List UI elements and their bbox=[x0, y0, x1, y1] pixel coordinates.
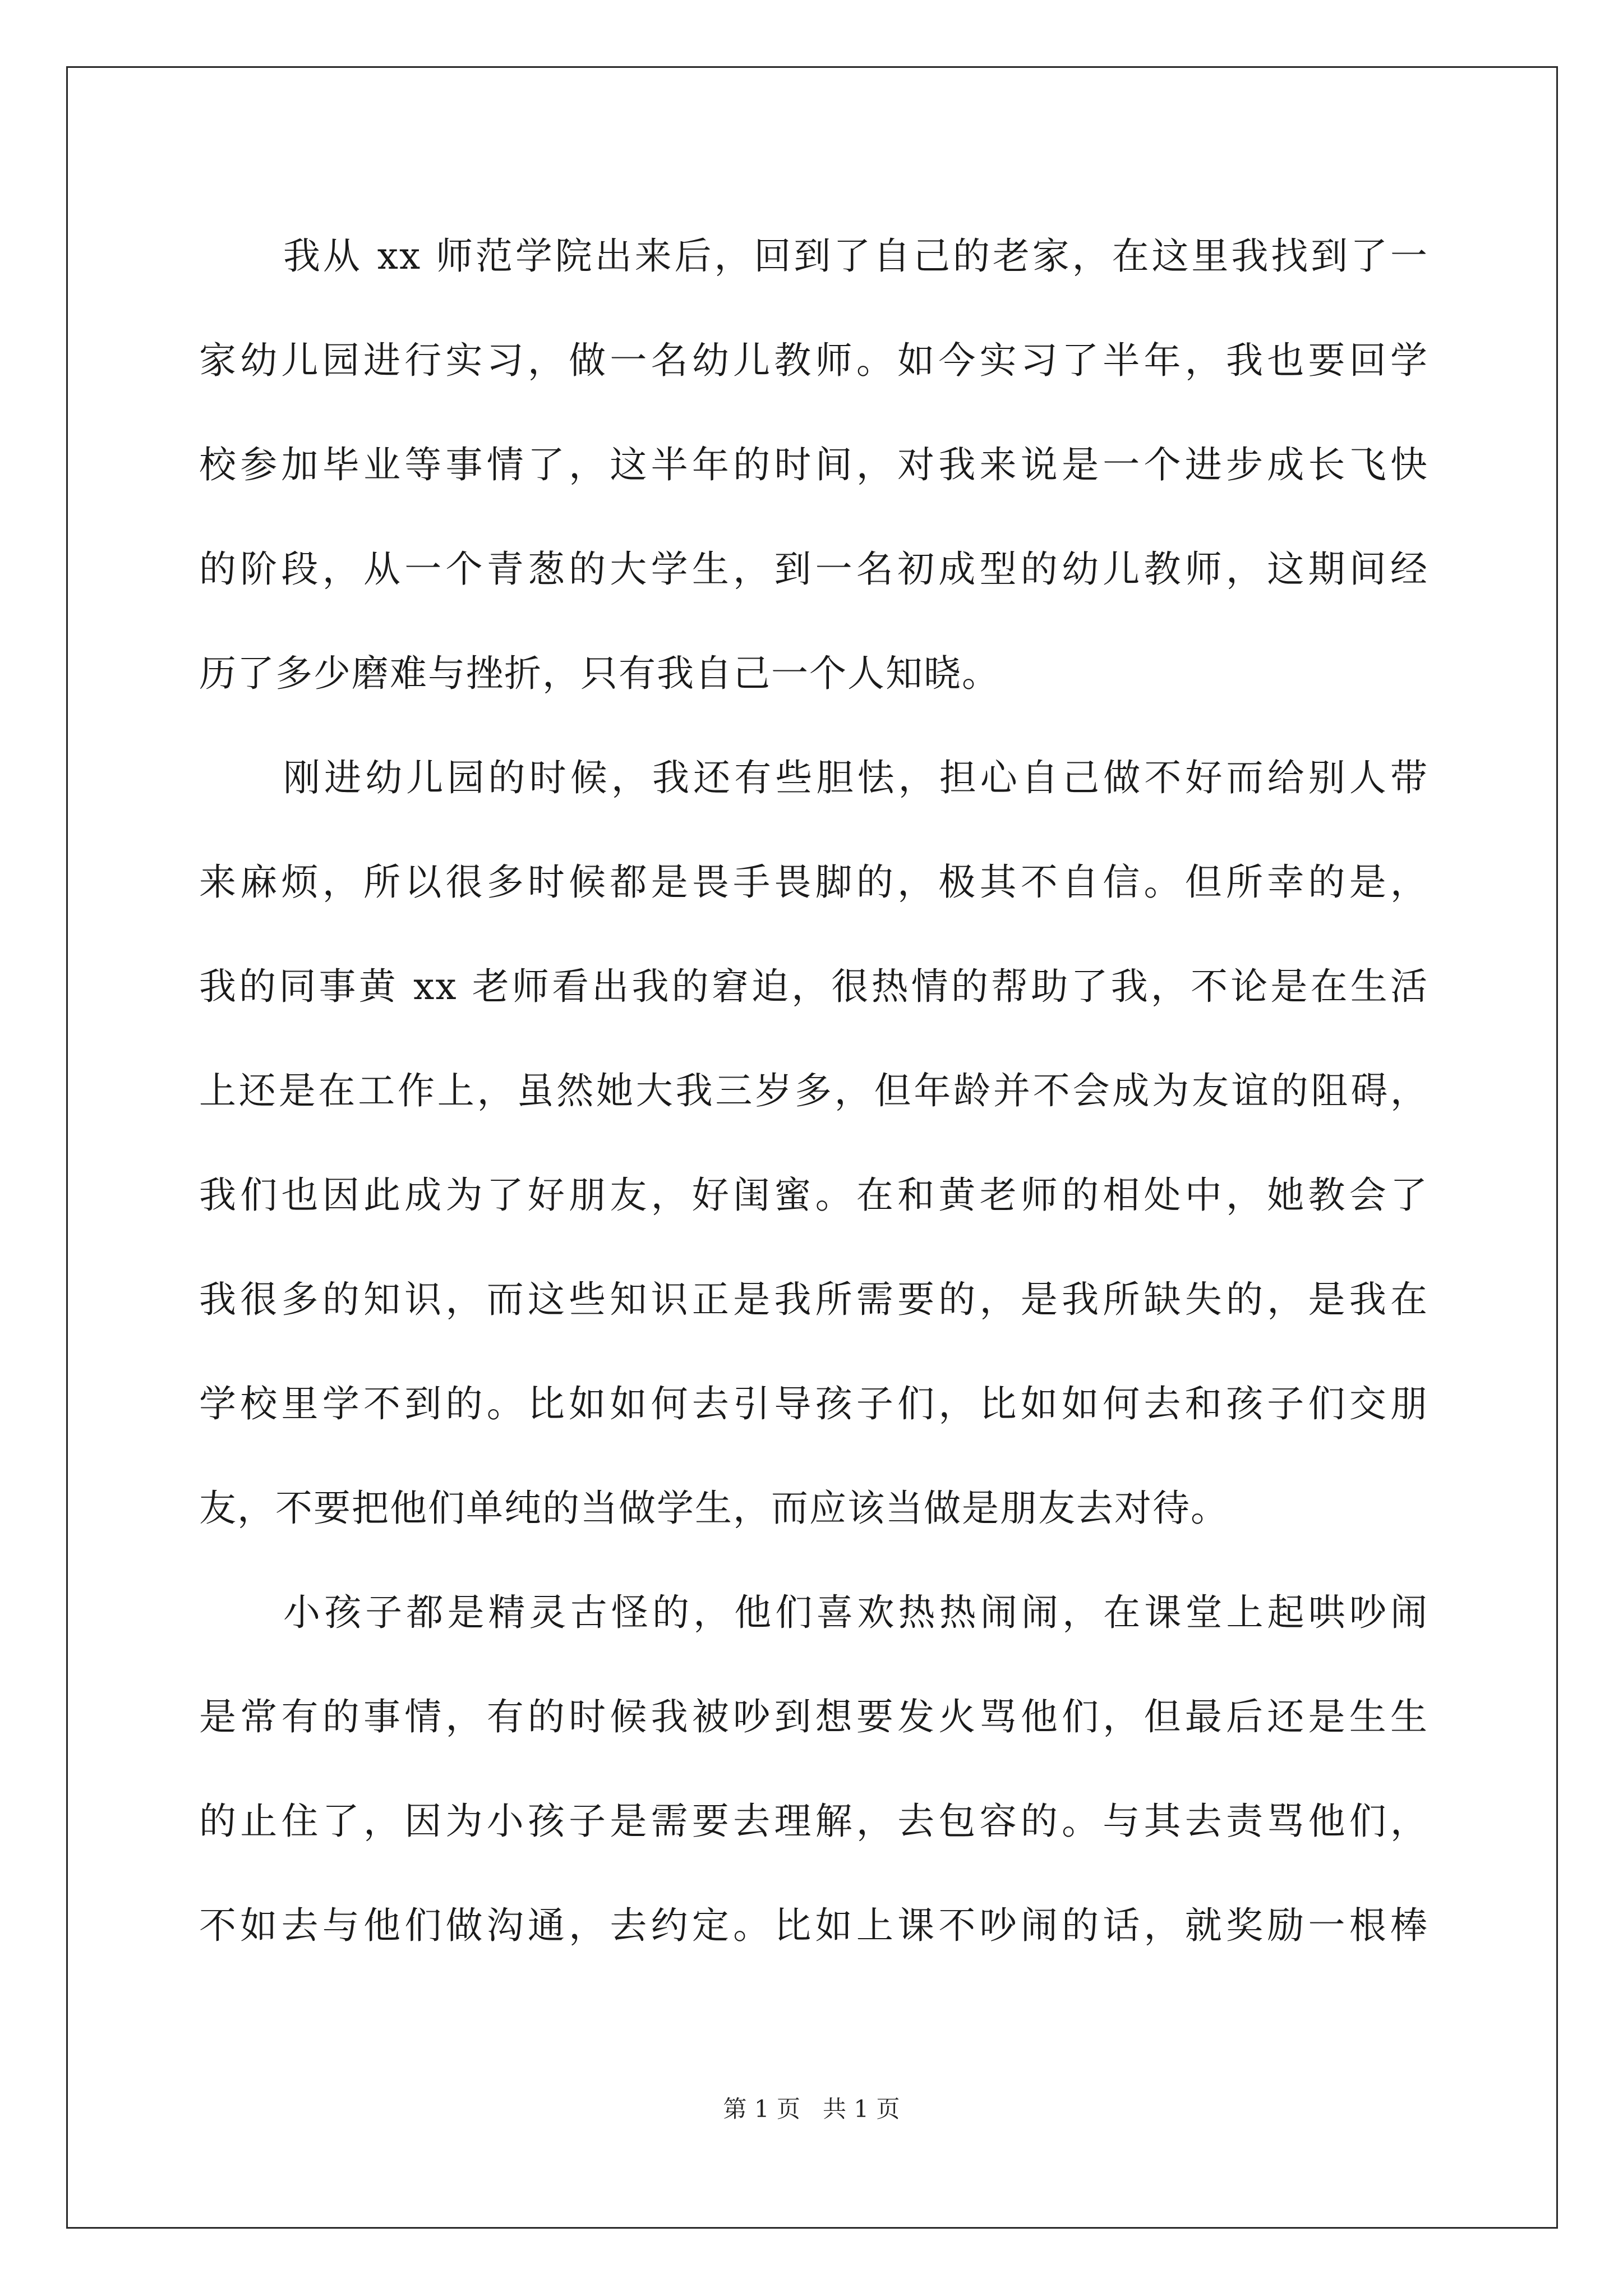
text-line: 我们也因此成为了好朋友，好闺蜜。在和黄老师的相处中，她教会了 bbox=[199, 1174, 1428, 1217]
text-line: 刚进幼儿园的时候，我还有些胆怯，担心自己做不好而给别人带 bbox=[283, 756, 1428, 799]
text-line: 来麻烦，所以很多时候都是畏手畏脚的，极其不自信。但所幸的是， bbox=[199, 861, 1428, 904]
text-line: 的阶段，从一个青葱的大学生，到一名初成型的幼儿教师，这期间经 bbox=[199, 547, 1428, 591]
text-line: 校参加毕业等事情了，这半年的时间，对我来说是一个进步成长飞快 bbox=[199, 443, 1428, 486]
text-line: 上还是在工作上，虽然她大我三岁多，但年龄并不会成为友谊的阻碍， bbox=[199, 1069, 1428, 1112]
text-line: 是常有的事情，有的时候我被吵到想要发火骂他们，但最后还是生生 bbox=[199, 1695, 1428, 1738]
text-line: 我的同事黄 xx 老师看出我的窘迫，很热情的帮助了我，不论是在生活 bbox=[199, 965, 1428, 1008]
text-line: 学校里学不到的。比如如何去引导孩子们，比如如何去和孩子们交朋 bbox=[199, 1382, 1428, 1425]
text-line: 的止住了，因为小孩子是需要去理解，去包容的。与其去责骂他们， bbox=[199, 1800, 1428, 1843]
document-body bbox=[199, 220, 1428, 1994]
text-line: 小孩子都是精灵古怪的，他们喜欢热热闹闹，在课堂上起哄吵闹 bbox=[283, 1591, 1428, 1634]
page-footer bbox=[0, 2092, 1623, 2126]
page-number: 第 1 页 bbox=[723, 2095, 800, 2123]
text-line: 历了多少磨难与挫折，只有我自己一个人知晓。 bbox=[199, 652, 1000, 695]
text-line: 家幼儿园进行实习，做一名幼儿教师。如今实习了半年，我也要回学 bbox=[199, 339, 1428, 382]
text-line: 不如去与他们做沟通，去约定。比如上课不吵闹的话，就奖励一根棒 bbox=[199, 1904, 1428, 1947]
page-total: 共 1 页 bbox=[823, 2095, 900, 2123]
text-line: 我从 xx 师范学院出来后，回到了自己的老家，在这里我找到了一 bbox=[283, 234, 1428, 278]
text-line: 我很多的知识，而这些知识正是我所需要的，是我所缺失的，是我在 bbox=[199, 1278, 1428, 1321]
text-line: 友，不要把他们单纯的当做学生，而应该当做是朋友去对待。 bbox=[199, 1487, 1229, 1530]
